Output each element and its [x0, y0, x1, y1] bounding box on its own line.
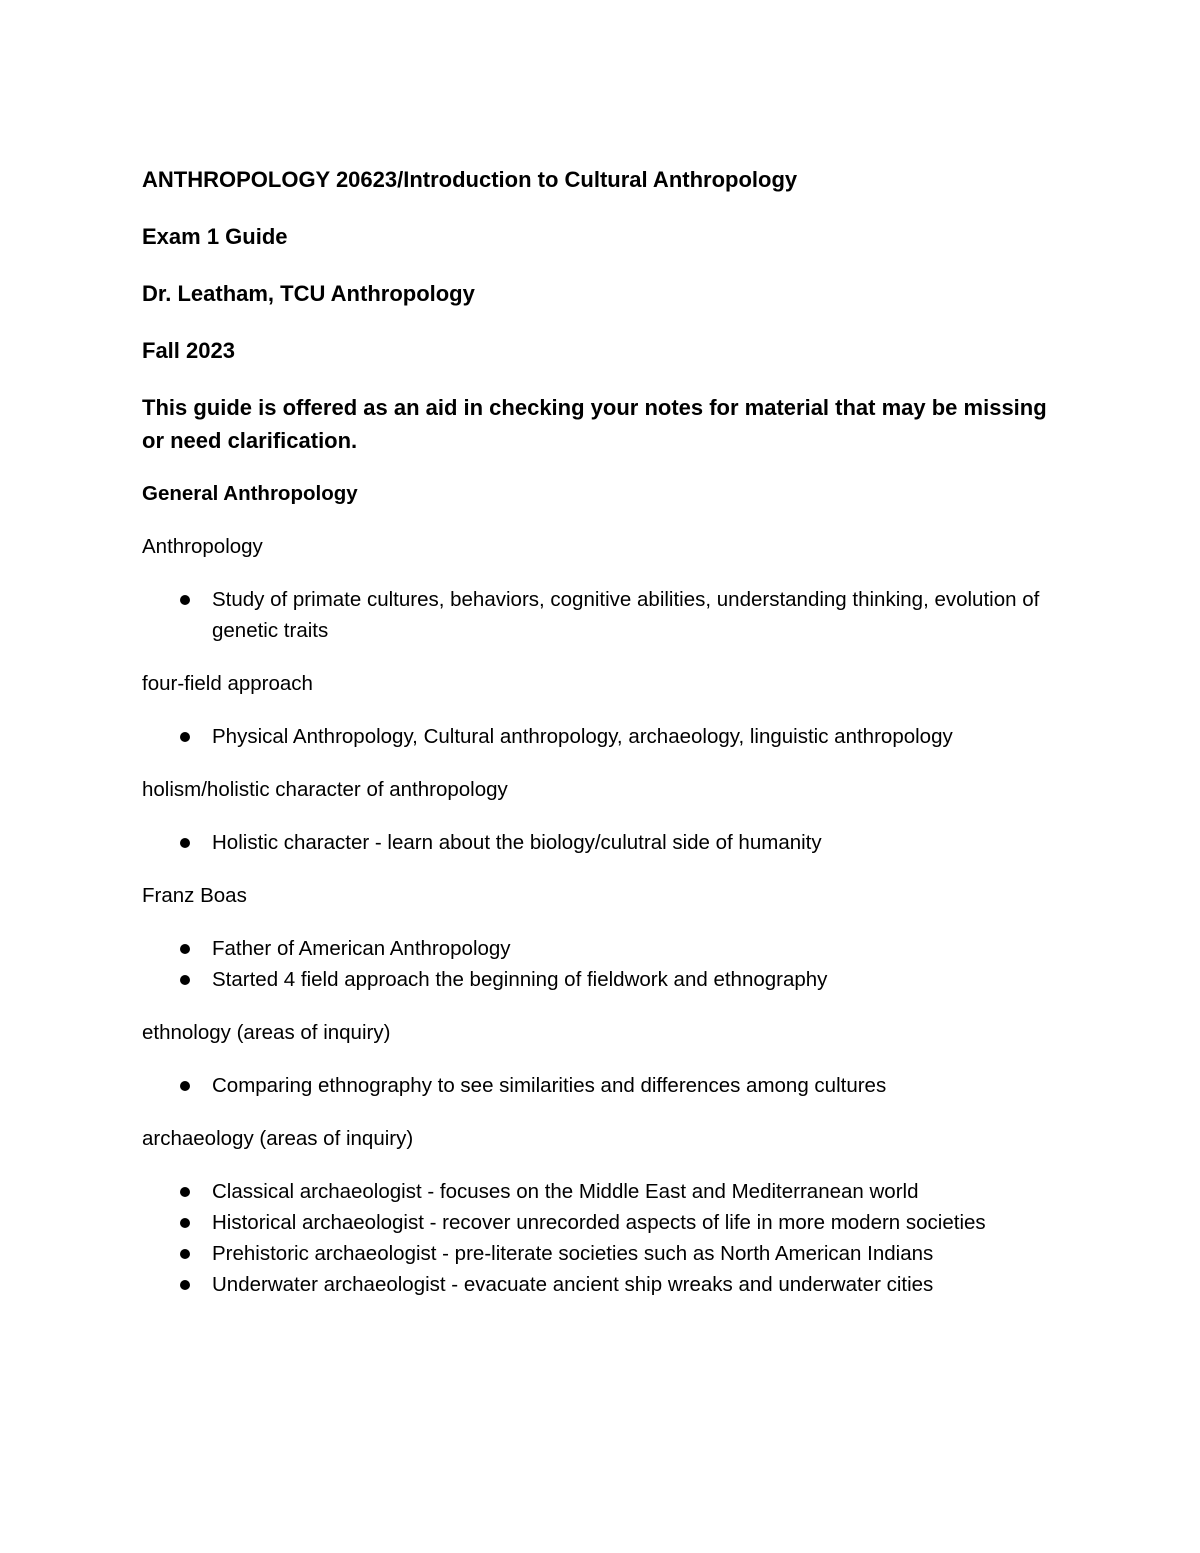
bullet-list — [142, 721, 1062, 752]
bullet-text: Underwater archaeologist - evacuate ancient ship wreaks and underwater cities — [212, 1273, 934, 1296]
bullet-text: Holistic character - learn about the biology/culutral side of humanity — [212, 831, 822, 854]
bullet-item — [142, 827, 1062, 858]
instructor-line: Dr. Leatham, TCU Anthropology — [142, 281, 475, 306]
bullet-icon — [180, 1280, 190, 1290]
bullet-icon — [180, 944, 190, 954]
exam-title: Exam 1 Guide — [142, 224, 288, 249]
bullet-text: Comparing ethnography to see similarities and differences among cultures — [212, 1074, 887, 1097]
bullet-text: Started 4 field approach the beginning of fieldwork and ethnography — [212, 968, 828, 991]
bullet-list — [142, 1176, 1062, 1300]
section-title: General Anthropology — [142, 482, 358, 505]
term-heading: Anthropology — [142, 535, 263, 558]
intro-paragraph: This guide is offered as an aid in checking your notes for material that may be missing or need clarification. — [142, 395, 1047, 453]
term-heading: Franz Boas — [142, 884, 247, 907]
course-title: ANTHROPOLOGY 20623/Introduction to Cultural Anthropology — [142, 167, 798, 192]
bullet-text: Father of American Anthropology — [212, 937, 511, 960]
document-body — [142, 163, 1062, 1322]
bullet-icon — [180, 732, 190, 742]
bullet-icon — [180, 1081, 190, 1091]
bullet-item — [142, 584, 1062, 646]
bullet-icon — [180, 1218, 190, 1228]
bullet-list — [142, 933, 1062, 995]
term-heading: four-field approach — [142, 672, 313, 695]
term-line: Fall 2023 — [142, 338, 235, 363]
bullet-item — [142, 1070, 1062, 1101]
bullet-text: Prehistoric archaeologist - pre-literate societies such as North American Indians — [212, 1242, 934, 1265]
bullet-list — [142, 584, 1062, 646]
bullet-item — [142, 1269, 1062, 1300]
bullet-icon — [180, 595, 190, 605]
bullet-item — [142, 964, 1062, 995]
term-heading: holism/holistic character of anthropology — [142, 778, 508, 801]
bullet-icon — [180, 975, 190, 985]
term-heading: archaeology (areas of inquiry) — [142, 1127, 414, 1150]
bullet-text: Study of primate cultures, behaviors, cognitive abilities, understanding thinking, evolution of genetic traits — [212, 588, 1040, 642]
bullet-text: Physical Anthropology, Cultural anthropology, archaeology, linguistic anthropology — [212, 725, 953, 748]
bullet-item — [142, 721, 1062, 752]
bullet-icon — [180, 838, 190, 848]
bullet-item — [142, 1207, 1062, 1238]
term-heading: ethnology (areas of inquiry) — [142, 1021, 391, 1044]
bullet-text: Classical archaeologist - focuses on the Middle East and Mediterranean world — [212, 1180, 919, 1203]
bullet-list — [142, 1070, 1062, 1101]
bullet-list — [142, 827, 1062, 858]
bullet-item — [142, 933, 1062, 964]
bullet-icon — [180, 1249, 190, 1259]
bullet-text: Historical archaeologist - recover unrecorded aspects of life in more modern societies — [212, 1211, 986, 1234]
bullet-item — [142, 1176, 1062, 1207]
bullet-item — [142, 1238, 1062, 1269]
bullet-icon — [180, 1187, 190, 1197]
